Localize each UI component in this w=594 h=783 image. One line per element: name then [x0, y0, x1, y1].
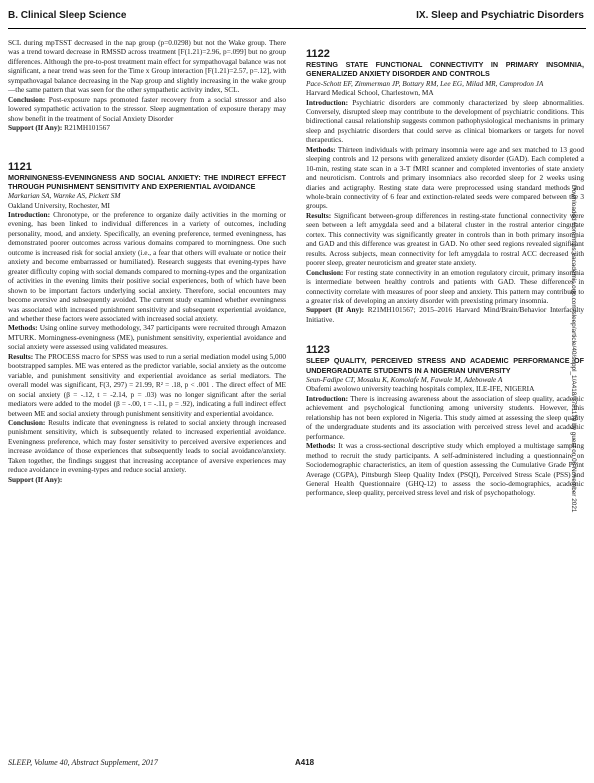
abstract-1123: [306, 344, 584, 497]
page-footer: [8, 756, 586, 776]
abstract-affiliation: Oakland University, Rochester, MI: [8, 200, 110, 210]
section-heading-left: B. Clinical Sleep Science: [8, 10, 127, 21]
conclusion-text: Results indicate that eveningness is related to social anxiety through increased punishment sensitivity, which is subsequently related to increased experiential avoidance. Eveningness preference, which may foster sensitivity to perceived aversive experiences and increase avoidance of those experiences that subsequently leads to social avoidance/anxiety. Taken together, the findings suggest that increasing acceptance of aversive experiences may reduce avoidance in evening-types and reduce social anxiety.: [8, 418, 286, 475]
methods-text: It was a cross-sectional descriptive study which employed a multistage sampling method to recruit the study participants. A self-administered including a questionnaire on Sociodemographic characteristics, an item of question assessing the Cumulative Grade Point Average (CGPA), Pittsburgh Sleep Quality Index (PSQI), Perceived Stress Scale (PSS) and General Health Questionnaire (GHQ-12) to assess the socio-demographics, academic performance, sleep quality, perceived stress level and risk of psychopathology.: [306, 441, 584, 498]
introduction-text: Chronotype, or the preference to organize daily activities in the morning or evening, has been linked to individual differences in a variety of outcomes, including personality, mood, and anxiety. Specifically, an evening preference, termed eveningness, has demonstrated poorer outcomes across various domains compared to morningness. One such outcome is increased risk for social anxiety (i.e., a fear that others will evaluate or notice their anxiety and become embarrassed or humiliated). Research suggests that evening-types have greater difficulty coping with social demands compared to morning-types and the organization of activities in the evening limits their positive social experiences, both of which have been shown to be important factors underlying social anxiety. Therefore, social encounters may become aversive and subsequently avoided. The current study examined whether eveningness was associated with increased punishment sensitivity and subsequent experiential avoidance, and whether these factors were associated with increased social anxiety.: [8, 210, 286, 324]
abstract-title: RESTING STATE FUNCTIONAL CONNECTIVITY IN PRIMARY INSOMNIA, GENERALIZED ANXIETY DISORDER AND CONTROLS: [306, 60, 584, 79]
introduction-label: Introduction:: [306, 97, 349, 107]
abstract-introduction: [306, 98, 584, 145]
abstract-affiliation: Harvard Medical School, Charlestown, MA: [306, 88, 434, 98]
methods-text: Using online survey methodology, 347 participants were recruited through Amazon MTURK. Morningness-eveningness (ME), punishment sensitivity, experiential avoidance and social anxiety were assessed using validated measures.: [8, 323, 286, 352]
abstract-methods: [306, 145, 584, 211]
introduction-text: Psychiatric disorders are commonly characterized by sleep abnormalities. Conversely, disrupted sleep may contribute to the development of psychiatric conditions. This bidirectional causal relationship suggests common pathophysiological mechanisms in primary sleep and psychiatric disorders that could serve as clinical biomarkers or targets for novel therapeutics.: [306, 97, 584, 145]
conclusion-text: Post-exposure naps promoted faster recovery from a social stressor and also lowered sympathetic activation to the stressor. Sleep augmentation of exposure therapy may show benefit in the treatment of Social Anxiety Disorder: [8, 94, 286, 123]
abstract-methods: [306, 441, 584, 498]
journal-citation: SLEEP, Volume 40, Abstract Supplement, 2017: [8, 758, 158, 767]
header-rule: [8, 28, 586, 29]
results-label: Results:: [306, 210, 332, 220]
abstract-support: [306, 305, 584, 324]
abstract-authors: Seun-Fadipe CT, Mosaku K, Komolafe M, Fawale M, Adebowale A: [306, 374, 503, 384]
conclusion-label: Conclusion:: [8, 94, 46, 104]
support-text: R21MH101567; 2015–2016 Harvard Mind/Brain/Behavior Interfaculty Initiative.: [306, 305, 584, 324]
abstract-support: [8, 475, 286, 484]
left-column: [8, 38, 286, 484]
download-watermark: [567, 185, 587, 595]
section-heading-right: IX. Sleep and Psychiatric Disorders: [416, 10, 584, 21]
abstract-conclusion: [306, 268, 584, 306]
abstract-number: 1121: [8, 160, 32, 173]
abstract-conclusion: [8, 418, 286, 475]
continued-support: [8, 123, 286, 132]
abstract-authors: Markarian SA, Warnke AS, Pickett SM: [8, 191, 121, 201]
abstract-methods: [8, 323, 286, 351]
results-label: Results:: [8, 351, 34, 361]
abstract-results: [306, 211, 584, 268]
methods-label: Methods:: [306, 144, 336, 154]
abstract-title: SLEEP QUALITY, PERCEIVED STRESS AND ACADEMIC PERFORMANCE OF UNDERGRADUATE STUDENTS IN A NIGERIAN UNIVERSITY: [306, 356, 584, 375]
conclusion-text: For resting state connectivity in an emotion regulatory circuit, primary insomnia is intermediate between healthy controls and patients with GAD. These differences in connectivity correlate with measures of poor sleep and anxiety. This pattern may contribute to a greater risk of developing an anxiety disorder with preexisting primary insomnia.: [306, 267, 584, 306]
right-column: [306, 38, 584, 498]
methods-label: Methods:: [306, 441, 336, 451]
abstract-title: MORNINGNESS-EVENINGNESS AND SOCIAL ANXIETY: THE INDIRECT EFFECT THROUGH PUNISHMENT SENSITIVITY AND EXPERIENTIAL AVOIDANCE: [8, 172, 286, 191]
continued-paragraph: SCL during mpTSST decreased in the nap group (p=0.0298) but not the Wake group. There was a trend toward decrease in RMSSD across treatment [F(1.21)=2.96, p=.099] but no group differences. Although the pre-to-post treatment main effect for sympathovagal balance was not significant, a near trend was seen for the Time x Group interaction [F(1.21)=2.57, p=.12], with sympathovagal balance decreasing in the Nap group and slightly increasing in the wake group—the same pattern that was seen for the other sympathetic activity index, SCL.: [8, 38, 286, 95]
methods-label: Methods:: [8, 323, 38, 333]
page-header: [0, 0, 594, 35]
download-watermark-text: Downloaded from https://academic.oup.com/sleep/article/40/suppl_1/A418/3781179 by guest on 06 November 2021: [570, 185, 577, 513]
abstract-1121: [8, 161, 286, 485]
page-number: A418: [295, 758, 315, 767]
support-label: Support (If Any):: [8, 123, 63, 133]
abstract-results: [8, 352, 286, 418]
introduction-label: Introduction:: [8, 210, 51, 220]
conclusion-label: Conclusion:: [8, 418, 46, 427]
abstract-1122: [306, 48, 584, 324]
methods-text: Thirteen individuals with primary insomnia were age and sex matched to 13 good sleeping controls and 12 persons with generalized anxiety disorder (GAD). Each completed a 10-min, resting state scan in a 3-T fMRI scanner and completed inventories of state anxiety and neuroticism. Controls and primary insomniacs also recorded sleep for 2 weeks using diaries and actigraphy. Resting state data were preprocessed using standard methods and whole-brain connectivity of 6 fear and extinction-related seeds were compared between the 3 groups.: [306, 144, 584, 211]
conclusion-label: Conclusion:: [306, 267, 344, 277]
abstract-authors: Pace-Schott EF, Zimmerman JP, Bottary RM, Lee EG, Milad MR, Camprodon JA: [306, 78, 544, 88]
abstract-number: 1122: [306, 48, 330, 60]
continued-conclusion: [8, 95, 286, 123]
results-text: Significant between-group differences in resting-state functional connectivity were seen between a left amygdala seed and a bilateral cluster in the rostral anterior cingulate cortex. This connectivity was significantly greater in controls than in both primary insomnia and GAD and this difference was greatest in GAD. No other seed regions revealed significant results. Across subjects, mean connectivity for left amygdala to rostral ACC decreased with poorer sleep, greater neuroticism and greater state anxiety.: [306, 210, 584, 268]
support-label: Support (If Any):: [306, 305, 365, 315]
support-text: R21MH101567: [62, 123, 110, 133]
introduction-text: There is increasing awareness about the association of sleep quality, academic achievement and psychological functioning among university students. However, this relationship has not been explored in Nigeria. This study aimed at assessing the sleep quality of the undergraduate students and its association with perceived stress level and academic performance.: [306, 393, 584, 441]
abstract-affiliation: Obafemi awolowo university teaching hospitals complex, ILE-IFE, NIGERIA: [306, 384, 535, 394]
abstract-introduction: [8, 210, 286, 323]
abstract-number: 1123: [306, 344, 330, 357]
results-text: The PROCESS macro for SPSS was used to run a serial mediation model using 5,000 bootstrapped samples. ME was entered as the predictor variable, social anxiety as the outcome variable, and punishment sensitivity and experiential avoidance as serial mediators. The overall model was significant, F(3, 297) = 21.99, R² = .18, p < .001 . The direct effect of ME on social anxiety (β = -.12, t = -2.14, p = .03) was no longer significant after the serial mediators were added to the model (β = -.00, t = -.11, p = .92), indicating a full indirect effect between ME and social anxiety through punishment sensitivity and experiential avoidance.: [8, 351, 286, 418]
support-label: Support (If Any):: [8, 474, 63, 484]
introduction-label: Introduction:: [306, 393, 349, 403]
abstract-introduction: [306, 394, 584, 441]
